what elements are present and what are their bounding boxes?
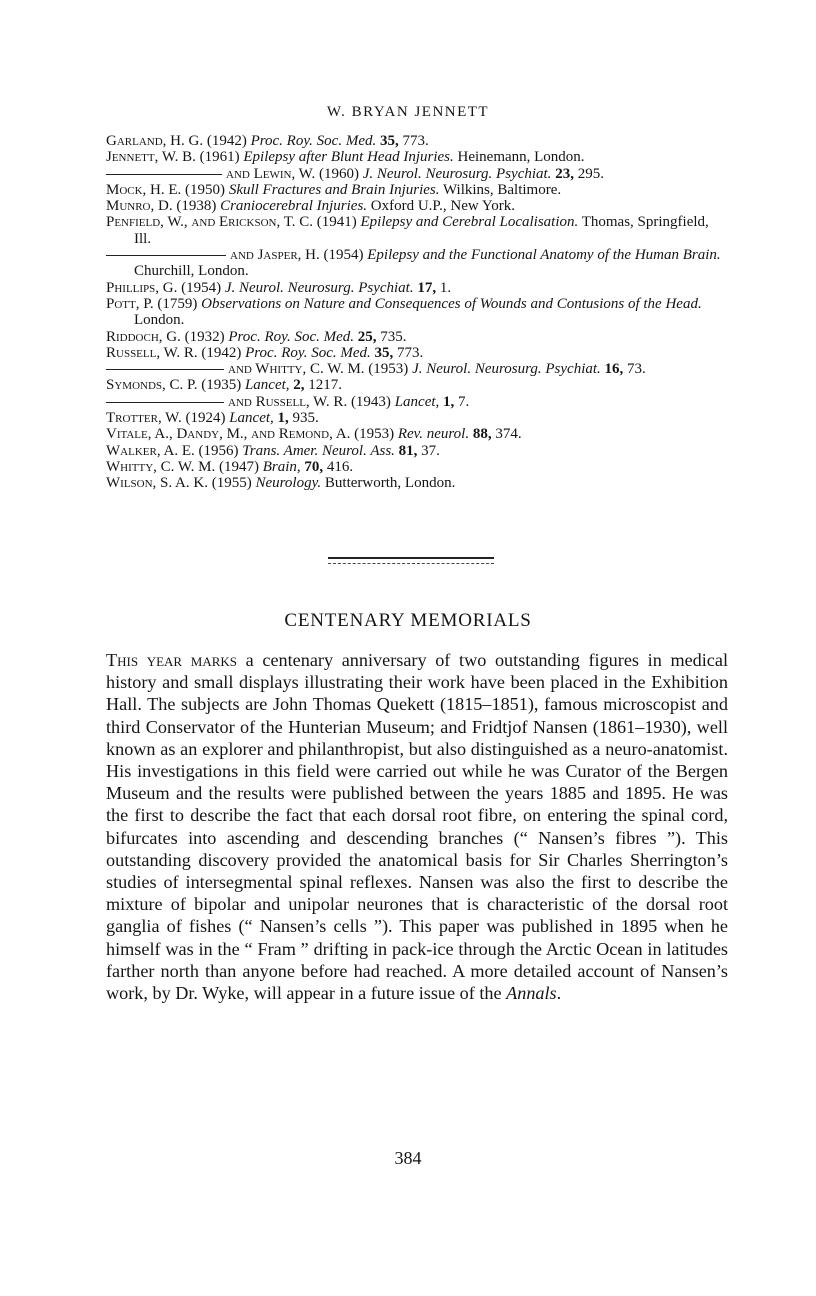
ref-page: 773.	[393, 344, 424, 361]
reference-item	[106, 426, 726, 442]
ref-volume: 25,	[357, 328, 377, 345]
ref-source: Lancet,	[394, 393, 440, 410]
ref-source: Craniocerebral Injuries.	[220, 198, 368, 215]
reference-list	[106, 133, 726, 492]
reference-item	[106, 410, 726, 426]
ref-publisher: Butterworth, London.	[321, 475, 456, 492]
ref-source: Epilepsy after Blunt Head Injuries.	[243, 149, 454, 166]
ref-source: Trans. Amer. Neurol. Ass.	[242, 442, 395, 459]
ref-author: and Whitty, C. W. M. (1953)	[228, 361, 409, 378]
ref-author: Walker, A. E. (1956)	[106, 442, 239, 459]
ditto-rule	[106, 369, 224, 370]
reference-item	[106, 214, 726, 247]
ref-volume: 2,	[293, 377, 305, 394]
ref-volume: 35,	[379, 133, 399, 149]
ref-page: 773.	[398, 133, 429, 149]
ref-page: 295.	[573, 165, 604, 182]
ref-author: and Russell, W. R. (1943)	[228, 393, 391, 410]
ref-author: Wilson, S. A. K. (1955)	[106, 475, 252, 492]
reference-item	[106, 149, 726, 165]
ref-author: Mock, H. E. (1950)	[106, 181, 226, 198]
reference-item	[106, 247, 726, 280]
ref-publisher: Heinemann, London.	[453, 149, 585, 166]
ref-volume: 23,	[555, 165, 574, 182]
ref-page: 1217.	[304, 377, 343, 394]
reference-item	[106, 459, 726, 475]
ref-volume: 17,	[417, 279, 437, 296]
reference-item	[106, 475, 726, 491]
reference-item	[106, 361, 726, 377]
ref-publisher: Wilkins, Baltimore.	[439, 181, 562, 198]
ditto-rule	[106, 174, 222, 175]
journal-name: Annals	[506, 983, 557, 1004]
reference-item	[106, 394, 726, 410]
reference-item	[106, 182, 726, 198]
ref-source: Lancet,	[229, 410, 274, 427]
ref-source: Skull Fractures and Brain Injuries.	[228, 181, 440, 198]
ref-volume: 70,	[304, 458, 324, 475]
ref-source: J. Neurol. Neurosurg. Psychiat.	[362, 165, 552, 182]
ref-page: 935.	[288, 410, 319, 427]
running-head: W. BRYAN JENNETT	[326, 104, 490, 120]
ref-publisher: Thomas, Springfield, Ill.	[134, 214, 709, 247]
ref-page: 73.	[623, 361, 646, 378]
ref-source: Proc. Roy. Soc. Med.	[245, 344, 371, 361]
ref-source: Proc. Roy. Soc. Med.	[228, 328, 355, 345]
ref-page: 735.	[376, 328, 407, 345]
ref-volume: 35,	[374, 344, 394, 361]
ref-author: Russell, W. R. (1942)	[106, 344, 242, 361]
ditto-rule	[106, 402, 224, 403]
ref-publisher: Churchill, London.	[134, 263, 249, 280]
ref-author: Munro, D. (1938)	[106, 198, 217, 215]
article-lead-in: This year marks	[106, 650, 237, 670]
ref-author: Garland, H. G. (1942)	[106, 133, 247, 149]
ref-page: 1.	[436, 279, 452, 296]
ref-author: Penfield, W., and Erickson, T. C. (1941)	[106, 214, 357, 231]
ref-page: 7.	[454, 393, 470, 410]
ref-source: Epilepsy and Cerebral Localisation.	[360, 214, 579, 231]
reference-item	[106, 133, 726, 149]
ref-volume: 88,	[472, 426, 492, 443]
ref-page: 416.	[323, 458, 354, 475]
article-end: .	[556, 983, 562, 1004]
reference-item	[106, 280, 726, 296]
ref-source: Rev. neurol.	[397, 426, 470, 443]
reference-item	[106, 345, 726, 361]
ref-page: 374.	[491, 426, 522, 443]
reference-item	[106, 166, 726, 182]
ref-volume: 1,	[443, 393, 455, 410]
section-divider	[328, 557, 494, 564]
reference-item	[106, 296, 726, 329]
reference-item	[106, 443, 726, 459]
ref-author: Trotter, W. (1924)	[106, 410, 226, 427]
ref-author: Phillips, G. (1954)	[106, 279, 222, 296]
ref-publisher: Oxford U.P., New York.	[367, 198, 515, 215]
ref-page: 37.	[417, 442, 440, 459]
ref-source: Epilepsy and the Functional Anatomy of the Human Brain.	[367, 247, 721, 264]
ref-author: Pott, P. (1759)	[106, 295, 198, 312]
ditto-rule	[106, 255, 226, 256]
ref-author: Vitale, A., Dandy, M., and Remond, A. (1953)	[106, 426, 395, 443]
ref-source: J. Neurol. Neurosurg. Psychiat.	[412, 361, 601, 378]
reference-item	[106, 198, 726, 214]
ref-author: Riddoch, G. (1932)	[106, 328, 225, 345]
ref-author: and Lewin, W. (1960)	[226, 165, 359, 182]
ref-author: Whitty, C. W. M. (1947)	[106, 458, 259, 475]
ref-publisher: London.	[134, 312, 185, 329]
ref-source: Neurology.	[255, 475, 322, 492]
ref-volume: 16,	[604, 361, 624, 378]
ref-source: Observations on Nature and Consequences of Wounds and Contusions of the Head.	[201, 295, 702, 312]
divider-dashed-rule	[328, 563, 494, 564]
ref-volume: 81,	[398, 442, 418, 459]
reference-item	[106, 377, 726, 393]
article-body-text: a centenary anniversary of two outstanding figures in medical history and small displays illustrating their work have been placed in the Exhibition Hall. The subjects are John Thomas Quekett (1815–1851), famous microscopist and third Conservator of the Hunterian Museum; and Fridtjof Nansen (1861–1930), well known as an explorer and philanthropist, but also distinguished as a neuro-anatomist. His investigations in this field were carried out while he was Curator of the Bergen Museum and the results were published between the years 1885 and 1895. He was the first to describe the fact that each dorsal root fibre, on entering the spinal cord, bifurcates into ascending and descending branches (“ Nansen’s fibres ”). This outstanding discovery provided the anatomical basis for Sir Charles Sherrington’s studies of intersegmental spinal reflexes. Nansen was also the first to describe the mixture of bipolar and unipolar neurones that is characteristic of the dorsal root ganglia of fishes (“ Nansen’s cells ”). This paper was published in 1895 when he himself was in the “ Fram ” drifting in pack-ice through the Arctic Ocean in latitudes farther north than anyone before had reached. A more detailed account of Nansen’s work, by Dr. Wyke, will appear in a future issue of the	[106, 650, 729, 1004]
ref-author: and Jasper, H. (1954)	[230, 247, 364, 264]
ref-source: Brain,	[262, 458, 301, 475]
ref-source: J. Neurol. Neurosurg. Psychiat.	[224, 279, 414, 296]
divider-solid-rule	[328, 557, 494, 559]
ref-author: Symonds, C. P. (1935)	[106, 377, 242, 394]
ref-source: Proc. Roy. Soc. Med.	[250, 133, 377, 149]
ref-source: Lancet,	[244, 377, 290, 394]
article-body	[106, 649, 728, 1004]
reference-item	[106, 329, 726, 345]
ref-author: Jennett, W. B. (1961)	[106, 149, 240, 166]
article-title: CENTENARY MEMORIALS	[284, 610, 532, 631]
ref-volume: 1,	[277, 410, 289, 427]
page-number: 384	[394, 1148, 422, 1168]
